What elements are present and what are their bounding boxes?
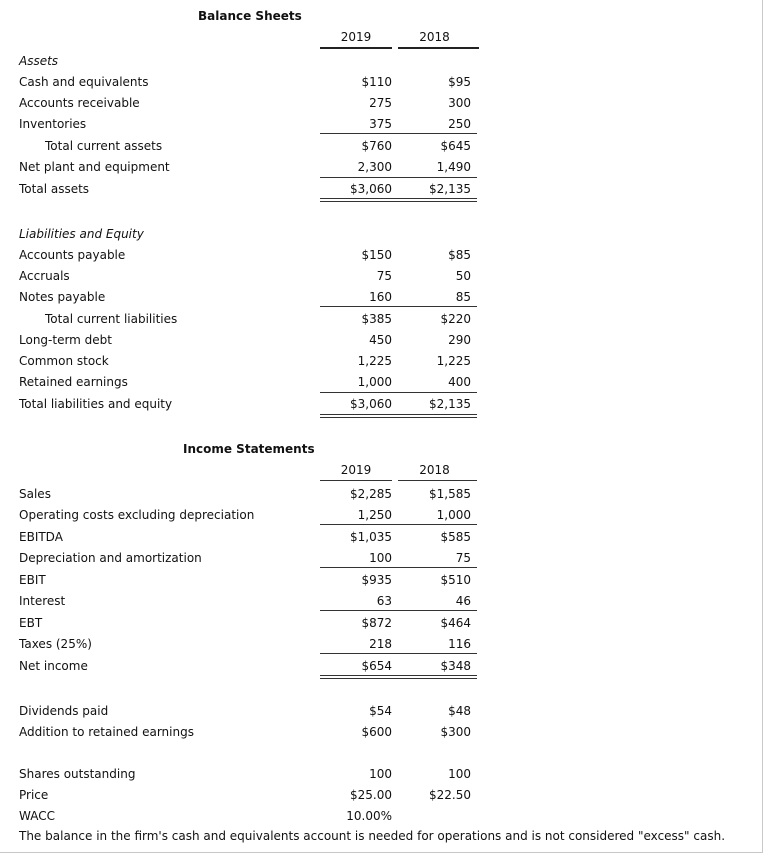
value-2018: $48: [448, 704, 471, 718]
row-label: Depreciation and amortization: [19, 551, 202, 565]
value-2018: 100: [448, 767, 471, 781]
value-2018: $2,135: [429, 397, 471, 411]
value-2018: 75: [455, 551, 471, 565]
value-2018: $585: [440, 530, 471, 544]
value-2018: 1,490: [436, 160, 471, 174]
value-2019: $654: [361, 659, 392, 673]
subtotal-rule: [320, 392, 477, 393]
value-2018: $95: [448, 75, 471, 89]
value-2019: 100: [369, 767, 392, 781]
value-2018: $22.50: [429, 788, 471, 802]
row-label: WACC: [19, 809, 55, 823]
subtotal-rule: [320, 567, 477, 568]
subtotal-rule: [320, 610, 477, 611]
value-2018: 116: [448, 637, 471, 651]
value-2019: 375: [369, 117, 392, 131]
row-label: Accounts receivable: [19, 96, 140, 110]
liabilities-heading: Liabilities and Equity: [19, 227, 144, 241]
value-2018: $645: [440, 139, 471, 153]
row-label: EBITDA: [19, 530, 63, 544]
total-double-rule-top: [320, 414, 477, 415]
value-2019: 2,300: [357, 160, 392, 174]
total-double-rule-top: [320, 198, 477, 199]
year-underline-2019: [320, 480, 392, 481]
row-label: Price: [19, 788, 49, 802]
value-2019: $3,060: [350, 397, 392, 411]
value-2018: $464: [440, 616, 471, 630]
value-2018: 85: [455, 290, 471, 304]
subtotal-rule: [320, 653, 477, 654]
assets-heading: Assets: [19, 54, 59, 68]
row-label: Retained earnings: [19, 375, 128, 389]
row-label: Addition to retained earnings: [19, 725, 194, 739]
value-2019: $3,060: [350, 182, 392, 196]
total-double-rule-top: [320, 675, 477, 676]
income-year-2019: 2019: [340, 463, 372, 477]
value-2018: $300: [440, 725, 471, 739]
value-2018: $85: [448, 248, 471, 262]
value-2018: 50: [455, 269, 471, 283]
row-label: Net plant and equipment: [19, 160, 170, 174]
row-label: Total current assets: [45, 139, 163, 153]
row-label: Interest: [19, 594, 66, 608]
value-2019: 1,000: [357, 375, 392, 389]
subtotal-rule: [320, 133, 477, 134]
year-underline-2019: [320, 47, 392, 49]
value-2019: $385: [361, 312, 392, 326]
row-label: Shares outstanding: [19, 767, 136, 781]
row-label: Long-term debt: [19, 333, 113, 347]
row-label: Inventories: [19, 117, 87, 131]
row-label: Cash and equivalents: [19, 75, 149, 89]
value-2018: 400: [448, 375, 471, 389]
footnote: The balance in the firm's cash and equivalents account is needed for operations and is not considered "excess" cash.: [19, 829, 726, 843]
row-label: Dividends paid: [19, 704, 109, 718]
value-2019: 450: [369, 333, 392, 347]
value-2018: 250: [448, 117, 471, 131]
year-underline-2018: [398, 480, 477, 481]
row-label: Sales: [19, 487, 51, 501]
value-2018: 300: [448, 96, 471, 110]
value-2018: $1,585: [429, 487, 471, 501]
row-label: Operating costs excluding depreciation: [19, 508, 255, 522]
subtotal-rule: [320, 306, 477, 307]
income-statement-title: Income Statements: [183, 442, 315, 456]
row-label: Total current liabilities: [45, 312, 178, 326]
value-2019: $600: [361, 725, 392, 739]
value-2019: 75: [376, 269, 392, 283]
value-2018: $2,135: [429, 182, 471, 196]
value-2019: 275: [369, 96, 392, 110]
value-2019: $1,035: [350, 530, 392, 544]
value-2019: $25.00: [350, 788, 392, 802]
value-2019: 160: [369, 290, 392, 304]
value-2019: $110: [361, 75, 392, 89]
row-label: Net income: [19, 659, 88, 673]
total-double-rule-bottom: [320, 201, 477, 202]
row-label: Total liabilities and equity: [19, 397, 173, 411]
value-2018: $510: [440, 573, 471, 587]
value-2018: $220: [440, 312, 471, 326]
value-2019: $150: [361, 248, 392, 262]
balance-year-2019: 2019: [340, 30, 372, 44]
row-label: EBIT: [19, 573, 46, 587]
value-2018: $348: [440, 659, 471, 673]
row-label: Accounts payable: [19, 248, 126, 262]
row-label: Total assets: [19, 182, 90, 196]
row-label: Accruals: [19, 269, 70, 283]
income-year-2018: 2018: [419, 463, 450, 477]
total-double-rule-bottom: [320, 417, 477, 418]
value-2019: $872: [361, 616, 392, 630]
value-2019: $760: [361, 139, 392, 153]
row-label: Notes payable: [19, 290, 106, 304]
value-2019: 63: [376, 594, 392, 608]
value-2018: 1,225: [436, 354, 471, 368]
subtotal-rule: [320, 177, 477, 178]
value-2019: $935: [361, 573, 392, 587]
subtotal-rule: [320, 524, 477, 525]
balance-year-2018: 2018: [419, 30, 450, 44]
value-2019: 1,250: [357, 508, 392, 522]
value-2019: 100: [369, 551, 392, 565]
value-2018: 1,000: [436, 508, 471, 522]
value-2019: 10.00%: [346, 809, 392, 823]
value-2018: 290: [448, 333, 471, 347]
value-2019: 1,225: [357, 354, 392, 368]
row-label: Common stock: [19, 354, 109, 368]
value-2019: $2,285: [350, 487, 392, 501]
value-2019: $54: [369, 704, 392, 718]
row-label: EBT: [19, 616, 43, 630]
value-2019: 218: [369, 637, 392, 651]
row-label: Taxes (25%): [19, 637, 92, 651]
balance-sheet-title: Balance Sheets: [198, 9, 302, 23]
value-2018: 46: [455, 594, 471, 608]
total-double-rule-bottom: [320, 678, 477, 679]
year-underline-2018: [398, 47, 479, 49]
